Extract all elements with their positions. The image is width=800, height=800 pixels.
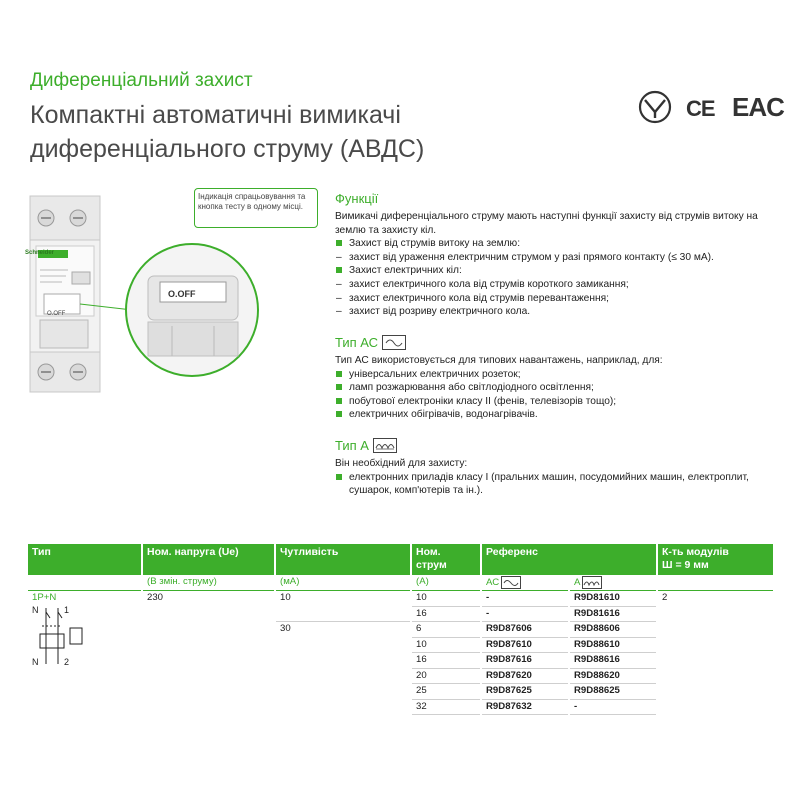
sensitivity-cell: 10 <box>275 591 411 622</box>
col-references: Референс <box>481 544 657 575</box>
col-modules: К-ть модулів Ш = 9 мм <box>657 544 774 575</box>
ce-mark: CE <box>686 96 715 121</box>
list-item: електронних приладів класу І (пральних машин, посудомийних машин, електроплит, сушарок, комп'ютерів та ін.). <box>335 471 775 498</box>
type-ac-intro: Тип АС використовується для типових навантажень, наприклад, для: <box>335 355 663 366</box>
brand-label: Schneider <box>25 250 55 256</box>
ac-wave-icon <box>382 335 406 350</box>
list-item: універсальних електричних розеток; <box>335 368 775 382</box>
title-line-2: диференціального струму (АВДС) <box>30 135 425 163</box>
type-ac-block <box>335 354 775 422</box>
page-title <box>30 98 550 166</box>
col-sensitivity: Чутливість <box>275 544 411 575</box>
type-a-heading: Тип А <box>335 438 397 454</box>
list-subitem: – захист від розриву електричного кола. <box>336 306 531 318</box>
units-row: (В змін. струму) (мА) (А) АС А <box>28 575 774 591</box>
functions-heading: Функції <box>335 191 379 206</box>
list-item: електричних обігрівачів, водонагрівачів. <box>335 408 775 422</box>
col-voltage: Ном. напруга (Ue) <box>142 544 275 575</box>
wiring-diagram-icon <box>32 604 92 668</box>
type-cell: 1P+N N 1 N 2 <box>28 591 142 715</box>
list-item: ламп розжарювання або світлодіодного освітлення; <box>335 381 775 395</box>
table-row: 16 R9D87616 R9D88616 <box>28 653 774 669</box>
eac-mark: EAC <box>732 92 784 122</box>
ukrsepro-cert-icon <box>636 88 674 126</box>
table-row: 20 R9D87620 R9D88620 <box>28 668 774 684</box>
callout-text: Індикація спрацьовування та кнопка тесту в одному місці. <box>198 192 306 211</box>
modules-cell: 2 <box>657 591 774 715</box>
functions-block <box>335 210 775 319</box>
list-item: Захист електричних кіл: <box>335 264 775 278</box>
breaker-window-label: O.OFF <box>47 311 66 317</box>
zoom-window-label: O.OFF <box>168 289 196 299</box>
product-table <box>28 544 774 715</box>
a-pulse-icon <box>373 438 397 453</box>
col-current: Ном. струм <box>411 544 481 575</box>
col-type: Тип <box>28 544 142 575</box>
list-subitem: – захист електричного кола від струмів короткого замикання; <box>336 278 629 290</box>
ac-wave-icon <box>501 576 521 589</box>
table-row: 1P+N N 1 N 2 230 10 10 - R9D81610 2 <box>28 591 774 607</box>
table-row: 10 R9D87610 R9D88610 <box>28 637 774 653</box>
list-item: Захист від струмів витоку на землю: <box>335 237 775 251</box>
type-a-intro: Він необхідний для захисту: <box>335 458 468 469</box>
table-row: 25 R9D87625 R9D88625 <box>28 684 774 700</box>
list-subitem: – захист електричного кола від струмів перевантаження; <box>336 292 609 304</box>
section-subtitle: Диференціальний захист <box>30 70 253 91</box>
wiring-diagram: N 1 N 2 <box>32 604 92 668</box>
functions-intro: Вимикачі диференціального струму мають наступні функції захисту від струмів витоку на землю та захисту кіл. <box>335 211 758 236</box>
voltage-cell: 230 <box>142 591 275 715</box>
type-a-block <box>335 457 775 498</box>
list-item: побутової електроніки класу ІІ (фенів, телевізорів тощо); <box>335 395 775 409</box>
title-line-1: Компактні автоматичні вимикачі <box>30 101 401 129</box>
list-subitem: – захист від ураження електричним струмом у разі прямого контакту (≤ 30 мА). <box>336 251 714 263</box>
table-row: 32 R9D87632 - <box>28 699 774 715</box>
sensitivity-cell: 30 <box>275 622 411 715</box>
table-row: 30 6 R9D87606 R9D88606 <box>28 622 774 638</box>
table-row: 16 - R9D81616 <box>28 606 774 622</box>
type-ac-heading: Тип АС <box>335 335 406 351</box>
a-pulse-icon <box>582 576 602 589</box>
